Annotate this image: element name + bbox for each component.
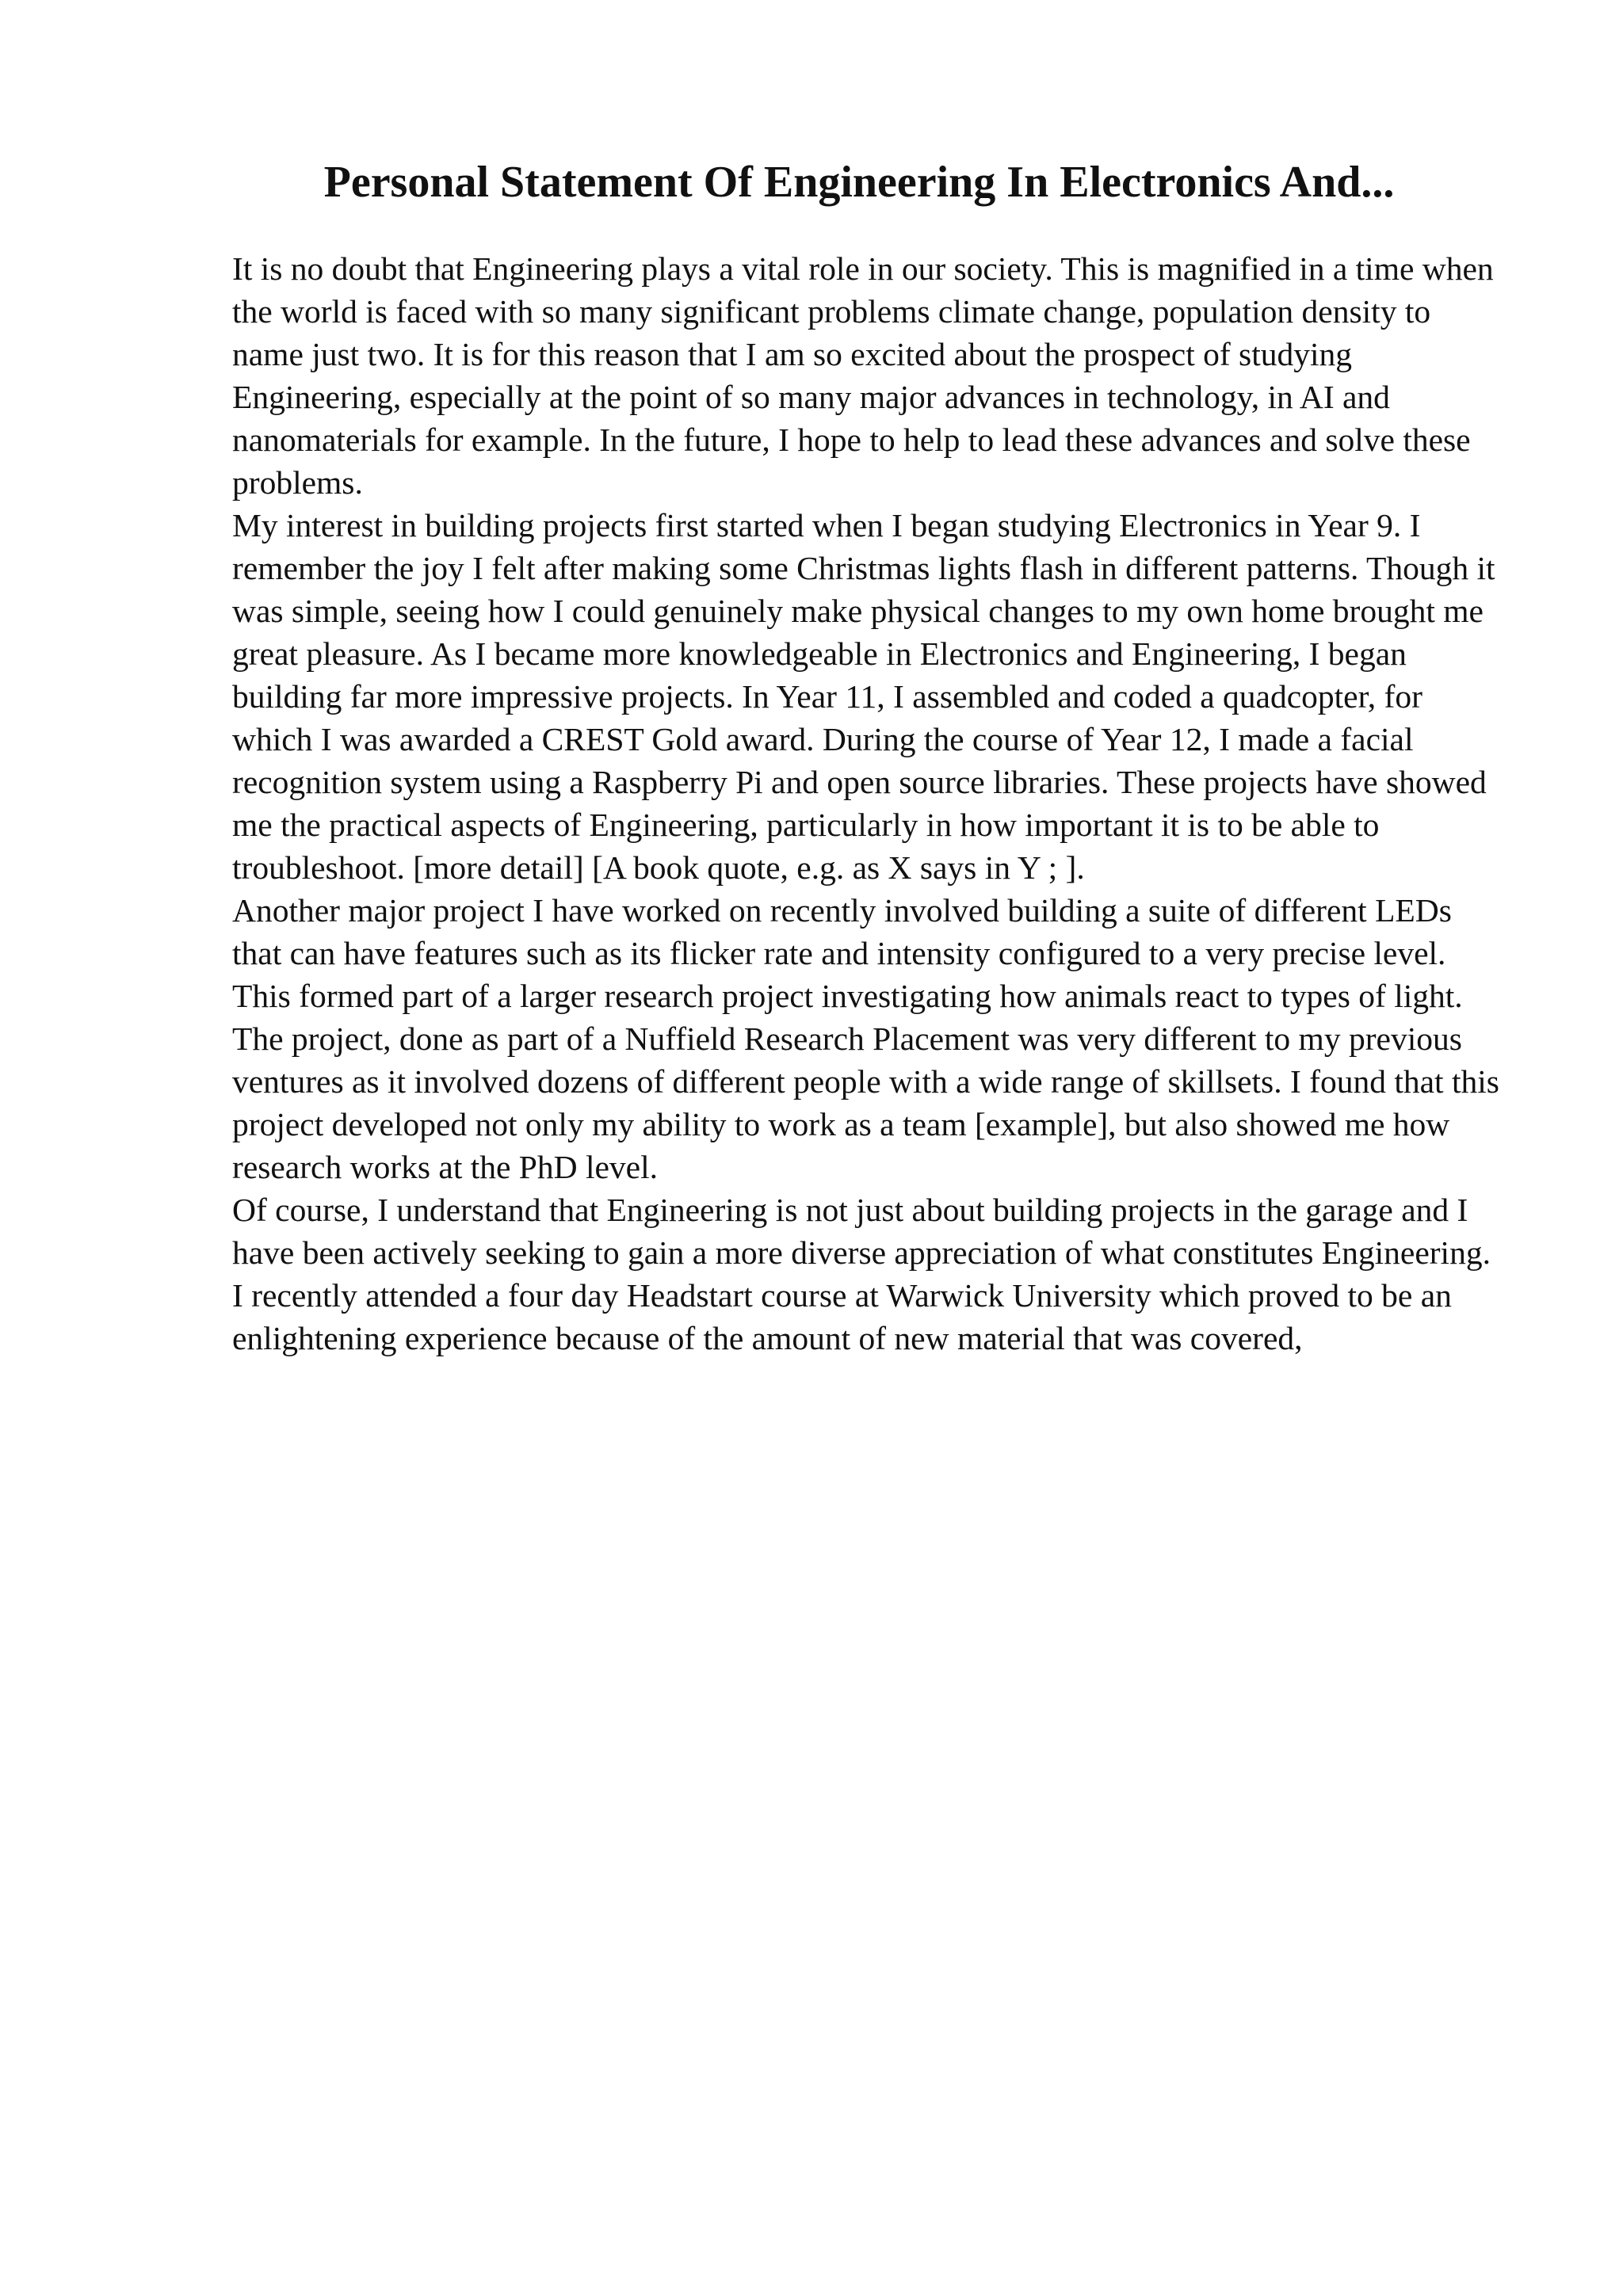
document-body xyxy=(232,247,1500,1360)
paragraph-research-project: Another major project I have worked on recently involved building a suite of different LEDs that can have features such as its flicker rate and intensity configured to a very precise level. This formed part of a larger research project investigating how animals react to types of light. The project, done as part of a Nuffield Research Placement was very different to my previous ventures as it involved dozens of different people with a wide range of skillsets. I found that this project developed not only my ability to work as a team [example], but also showed me how research works at the PhD level. xyxy=(232,892,1499,1185)
paragraph-intro: It is no doubt that Engineering plays a vital role in our society. This is magnified in a time when the world is faced with so many significant problems climate change, population density to name just two. It is for this reason that I am so excited about the prospect of studying Engineering, especially at the point of so many major advances in technology, in AI and nanomaterials for example. In the future, I hope to help to lead these advances and solve these problems. xyxy=(232,250,1494,501)
paragraph-projects: My interest in building projects first started when I began studying Electronics in Year 9. I remember the joy I felt after making some Christmas lights flash in different patterns. Though it was simple, seeing how I could genuinely make physical changes to my own home brought me great pleasure. As I became more knowledgeable in Electronics and Engineering, I began building far more impressive projects. In Year 11, I assembled and coded a quadcopter, for which I was awarded a CREST Gold award. During the course of Year 12, I made a facial recognition system using a Raspberry Pi and open source libraries. These projects have showed me the practical aspects of Engineering, particularly in how important it is to be able to troubleshoot. [more detail] [A book quote, e.g. as X says in Y ; ]. xyxy=(232,507,1495,886)
paragraph-wider-engineering: Of course, I understand that Engineering is not just about building projects in the garage and I have been actively seeking to gain a more diverse appreciation of what constitutes Engineering. I recently attended a four day Headstart course at Warwick University which proved to be an enlightening experience because of the amount of new material that was covered, xyxy=(232,1192,1491,1356)
document-title: Personal Statement Of Engineering In Electronics And... xyxy=(323,158,1395,207)
